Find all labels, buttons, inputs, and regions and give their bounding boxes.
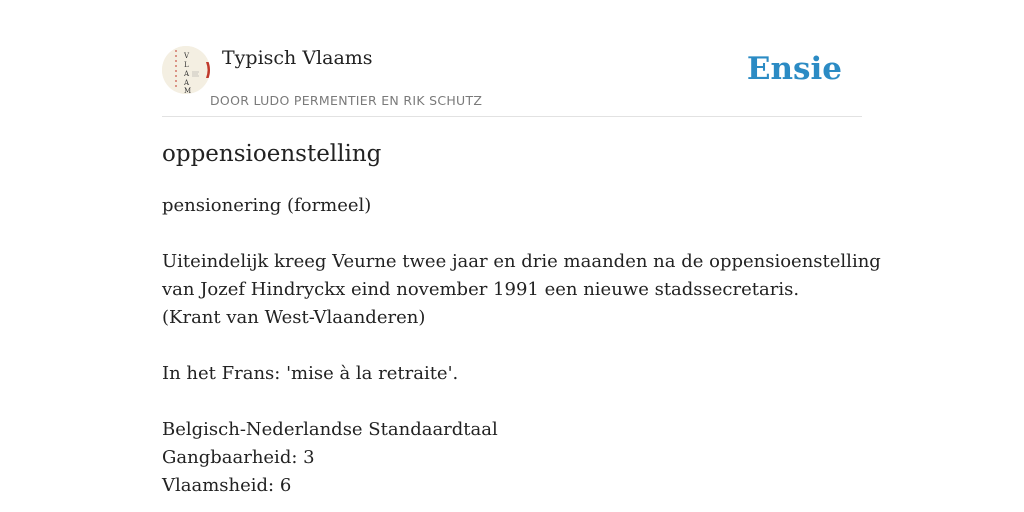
spacer (162, 332, 862, 360)
svg-text:L: L (184, 61, 189, 69)
svg-text:M: M (184, 87, 192, 94)
byline: DOOR LUDO PERMENTIER EN RIK SCHUTZ (210, 93, 483, 108)
example-line-1: Uiteindelijk kreeg Veurne twee jaar en drie maanden na de oppensioenstelling (162, 251, 881, 272)
svg-text:V: V (184, 52, 190, 60)
typisch-vlaams-book-cover-icon (162, 46, 210, 94)
classification-category: Belgisch-Nederlandse Standaardtaal (162, 419, 498, 440)
publication-title[interactable]: Typisch Vlaams (222, 47, 373, 69)
vlaamsheid-rating: Vlaamsheid: 6 (162, 475, 292, 496)
svg-text:A: A (184, 79, 190, 87)
french-note: In het Frans: 'mise à la retraite'. (162, 363, 459, 384)
example-line-2: van Jozef Hindryckx eind november 1991 een nieuwe stadssecretaris. (162, 279, 800, 300)
entry-body (162, 192, 881, 500)
gangbaarheid-rating: Gangbaarheid: 3 (162, 447, 315, 468)
example-source: (Krant van West-Vlaanderen) (162, 307, 426, 328)
entry-content (162, 138, 881, 500)
entry-definition: pensionering (formeel) (162, 195, 372, 216)
avatar[interactable] (162, 46, 210, 94)
entry-term: oppensioenstelling (162, 141, 382, 167)
spacer (162, 388, 862, 416)
ensie-logo-link[interactable]: Ensie (746, 51, 842, 87)
spacer (162, 220, 862, 248)
svg-text:A: A (184, 70, 190, 78)
header (162, 46, 862, 117)
